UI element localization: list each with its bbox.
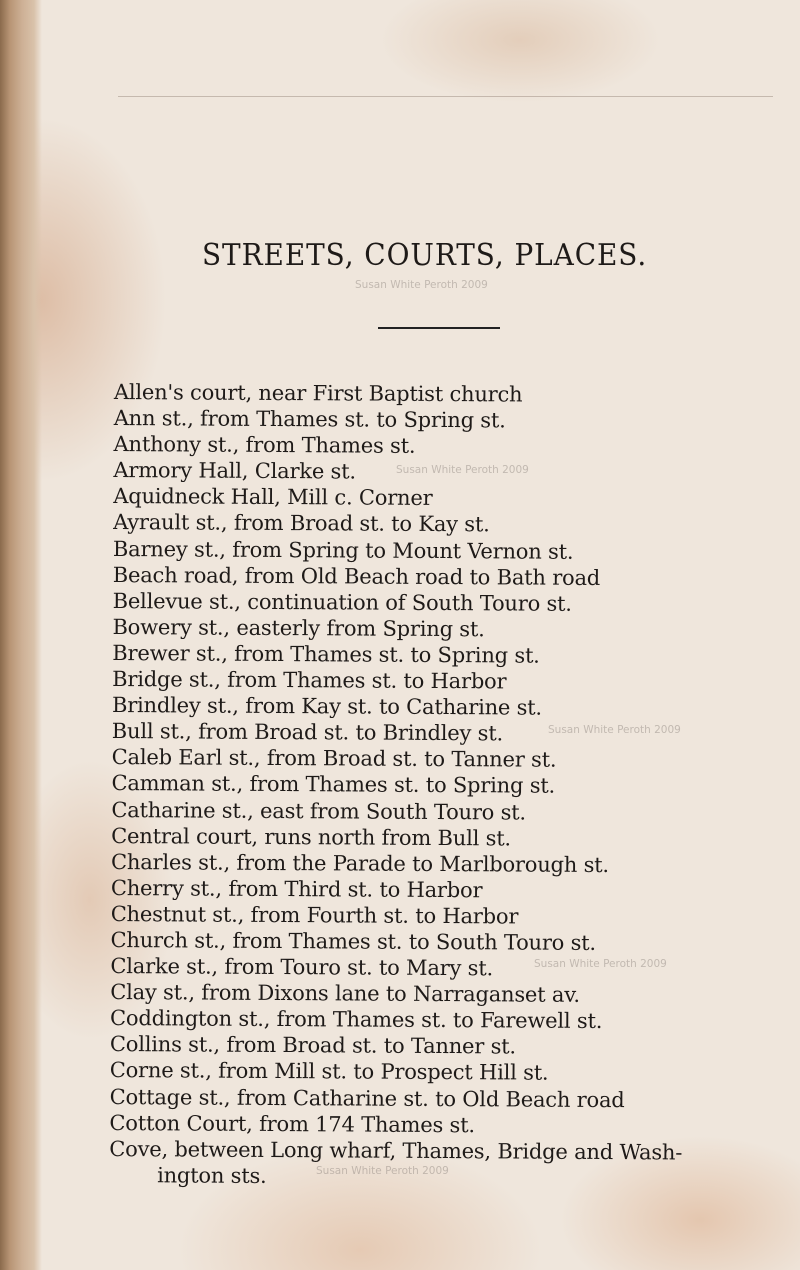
street-entry: Barney st., from Spring to Mount Vernon st.	[112, 536, 574, 564]
street-entry: Church st., from Thames st. to South Touro st.	[110, 927, 596, 955]
page-title: STREETS, COURTS, PLACES.	[202, 238, 648, 273]
street-entry: Ann st., from Thames st. to Spring st.	[113, 406, 506, 433]
watermark: Susan White Peroth 2009	[355, 279, 488, 291]
street-entry: Charles st., from the Parade to Marlborough st.	[110, 849, 609, 877]
watermark: Susan White Peroth 2009	[396, 464, 529, 476]
street-entry: Cottage st., from Catharine st. to Old Beach road	[109, 1084, 625, 1112]
street-entry: Aquidneck Hall, Mill c. Corner	[113, 484, 433, 511]
page-header-rule	[118, 96, 773, 97]
street-entry: Bellevue st., continuation of South Touro st.	[112, 588, 572, 616]
street-entry: Beach road, from Old Beach road to Bath road	[112, 562, 601, 590]
title-divider	[378, 327, 500, 329]
street-entry: Cotton Court, from 174 Thames st.	[109, 1110, 475, 1137]
street-entry: Catharine st., east from South Touro st.	[111, 797, 527, 825]
street-entry: Ayrault st., from Broad st. to Kay st.	[113, 510, 490, 537]
street-entry: Corne st., from Mill st. to Prospect Hill st.	[109, 1058, 549, 1086]
street-entry: Central court, runs north from Bull st.	[111, 823, 512, 851]
watermark: Susan White Peroth 2009	[534, 958, 667, 970]
watermark: Susan White Peroth 2009	[316, 1165, 449, 1177]
street-entry: Bull st., from Broad st. to Brindley st.	[111, 719, 504, 746]
street-entry: Bowery st., easterly from Spring st.	[112, 614, 485, 642]
book-binding-edge	[0, 0, 42, 1270]
street-entry: Allen's court, near First Baptist church	[113, 379, 523, 407]
street-entry-continuation: ington sts.	[157, 1163, 267, 1188]
street-entry: Caleb Earl st., from Broad st. to Tanner st.	[111, 745, 557, 773]
street-entry: Clay st., from Dixons lane to Narraganset av.	[110, 980, 580, 1008]
street-entry: Camman st., from Thames st. to Spring st.	[111, 771, 556, 799]
street-entry: Chestnut st., from Fourth st. to Harbor	[110, 901, 519, 929]
street-entry: Coddington st., from Thames st. to Farewell st.	[110, 1006, 603, 1034]
street-entry: Armory Hall, Clarke st.	[113, 458, 356, 484]
street-entry: Cherry st., from Third st. to Harbor	[110, 875, 483, 903]
street-entry: Clarke st., from Touro st. to Mary st.	[110, 954, 494, 981]
street-entry: Anthony st., from Thames st.	[113, 432, 416, 459]
street-entry: Collins st., from Broad st. to Tanner st.	[109, 1032, 516, 1059]
watermark: Susan White Peroth 2009	[548, 724, 681, 736]
street-entry: Brewer st., from Thames st. to Spring st.	[112, 640, 540, 668]
street-entry: Cove, between Long wharf, Thames, Bridge and Wash-	[109, 1136, 683, 1165]
street-entry: Bridge st., from Thames st. to Harbor	[112, 667, 507, 694]
street-entry: Brindley st., from Kay st. to Catharine st.	[111, 693, 543, 720]
street-list	[109, 379, 794, 1192]
